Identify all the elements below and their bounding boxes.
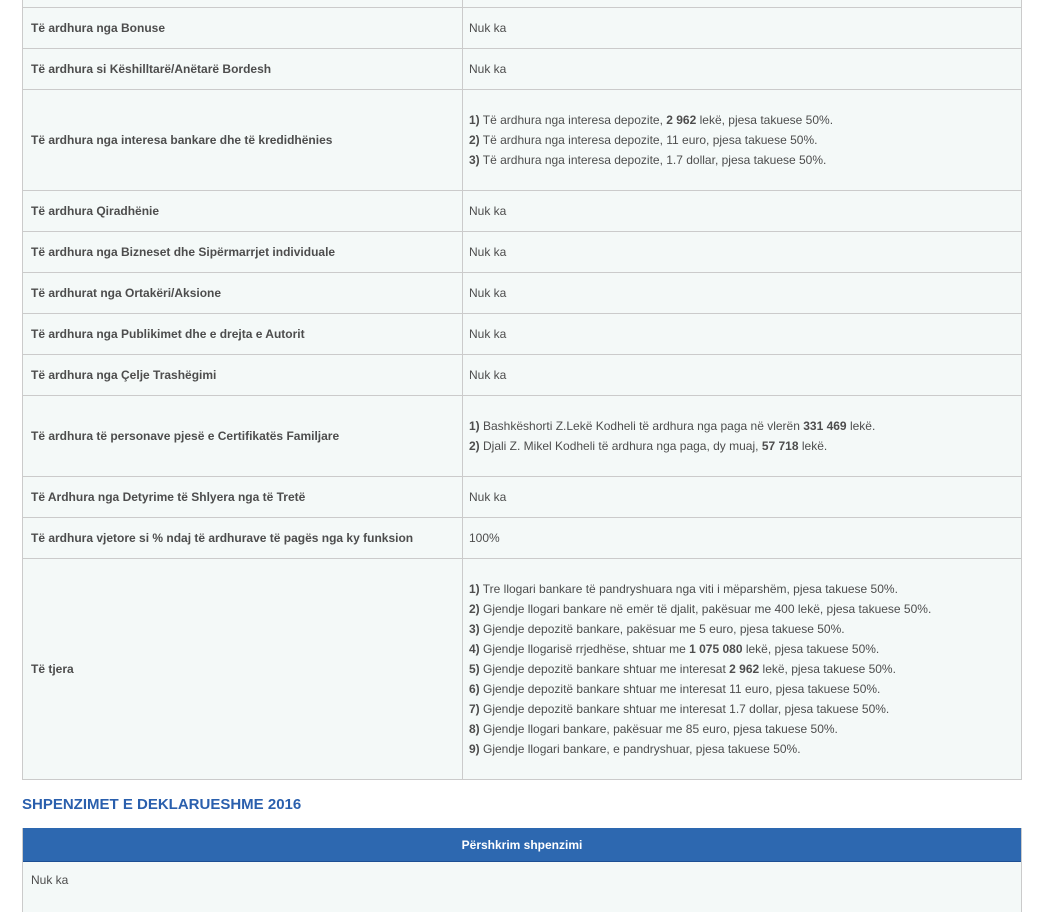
expenses-table-body [23,862,1021,912]
table-row [23,273,1021,314]
row-value-line: 6) Gjendje depozitë bankare shtuar me interesat 11 euro, pjesa takuese 50%. [469,682,881,696]
row-value [463,273,1021,313]
row-value [463,0,1021,7]
table-row [23,396,1021,477]
row-label: Të ardhura nga Bizneset dhe Sipërmarrjet individuale [23,232,463,272]
table-row [23,191,1021,232]
row-value-line: 2) Gjendje llogari bankare në emër të djalit, pakësuar me 400 lekë, pjesa takuese 50%. [469,602,932,616]
row-value-line: 9) Gjendje llogari bankare, e pandryshuar, pjesa takuese 50%. [469,742,801,756]
table-row [23,49,1021,90]
table-row [23,355,1021,396]
row-value [463,477,1021,517]
table-row [23,8,1021,49]
income-table-body [23,8,1021,780]
income-table [22,0,1022,780]
row-label: Të ardhura Qiradhënie [23,191,463,231]
table-row [23,477,1021,518]
table-row-partial [23,0,1021,8]
row-value [463,559,1021,779]
row-label: Të ardhura të personave pjesë e Certifikatës Familjare [23,396,463,476]
row-value-line: 8) Gjendje llogari bankare, pakësuar me 85 euro, pjesa takuese 50%. [469,722,838,736]
row-value-line: 1) Të ardhura nga interesa depozite, 2 962 lekë, pjesa takuese 50%. [469,113,834,127]
row-value-line: Nuk ka [469,327,507,341]
row-label: Të ardhurat nga Ortakëri/Aksione [23,273,463,313]
row-value-line: Nuk ka [469,204,507,218]
row-value-line: 5) Gjendje depozitë bankare shtuar me interesat 2 962 lekë, pjesa takuese 50%. [469,662,896,676]
declaration-document [22,0,1022,912]
row-value-line: 7) Gjendje depozitë bankare shtuar me interesat 1.7 dollar, pjesa takuese 50%. [469,702,890,716]
row-label: Të ardhura si Këshilltarë/Anëtarë Bordesh [23,49,463,89]
row-value [463,90,1021,190]
row-value [463,8,1021,48]
row-label: Të Ardhura nga Detyrime të Shlyera nga të Tretë [23,477,463,517]
row-value-line: Nuk ka [469,62,507,76]
row-value-line: 1) Tre llogari bankare të pandryshuara nga viti i mëparshëm, pjesa takuese 50%. [469,582,898,596]
row-label: Të ardhura nga Bonuse [23,8,463,48]
row-label [23,0,463,7]
row-value [463,314,1021,354]
row-value-line: 1) Bashkëshorti Z.Lekë Kodheli të ardhura nga paga në vlerën 331 469 lekë. [469,419,876,433]
row-value-line: Nuk ka [469,286,507,300]
row-value-line: 100% [469,531,500,545]
row-value-line: 4) Gjendje llogarisë rrjedhëse, shtuar me 1 075 080 lekë, pjesa takuese 50%. [469,642,880,656]
row-value-line: 2) Të ardhura nga interesa depozite, 11 euro, pjesa takuese 50%. [469,133,818,147]
row-label: Të ardhura vjetore si % ndaj të ardhurave të pagës nga ky funksion [23,518,463,558]
row-value [463,396,1021,476]
row-value-line: 3) Gjendje depozitë bankare, pakësuar me 5 euro, pjesa takuese 50%. [469,622,845,636]
row-value [463,355,1021,395]
row-label: Të tjera [23,559,463,779]
row-value-line: Nuk ka [469,245,507,259]
table-row [23,314,1021,355]
row-label: Të ardhura nga interesa bankare dhe të kredidhënies [23,90,463,190]
row-value-line: Nuk ka [469,490,507,504]
table-row [23,232,1021,273]
row-value [463,191,1021,231]
expenses-table-header: Përshkrim shpenzimi [23,828,1021,862]
row-label: Të ardhura nga Publikimet dhe e drejta e Autorit [23,314,463,354]
row-value-line: 2) Djali Z. Mikel Kodheli të ardhura nga paga, dy muaj, 57 718 lekë. [469,439,828,453]
table-row: Nuk ka [23,862,1021,912]
expenses-table [22,828,1022,912]
row-value [463,518,1021,558]
expenses-section-title: SHPENZIMET E DEKLARUESHME 2016 [22,796,302,813]
row-value-line: Nuk ka [469,21,507,35]
table-row [23,90,1021,191]
row-value [463,232,1021,272]
table-row [23,559,1021,780]
row-label: Të ardhura nga Çelje Trashëgimi [23,355,463,395]
row-value [463,49,1021,89]
table-row [23,518,1021,559]
row-value-line: Nuk ka [469,368,507,382]
row-value-line: 3) Të ardhura nga interesa depozite, 1.7 dollar, pjesa takuese 50%. [469,153,827,167]
